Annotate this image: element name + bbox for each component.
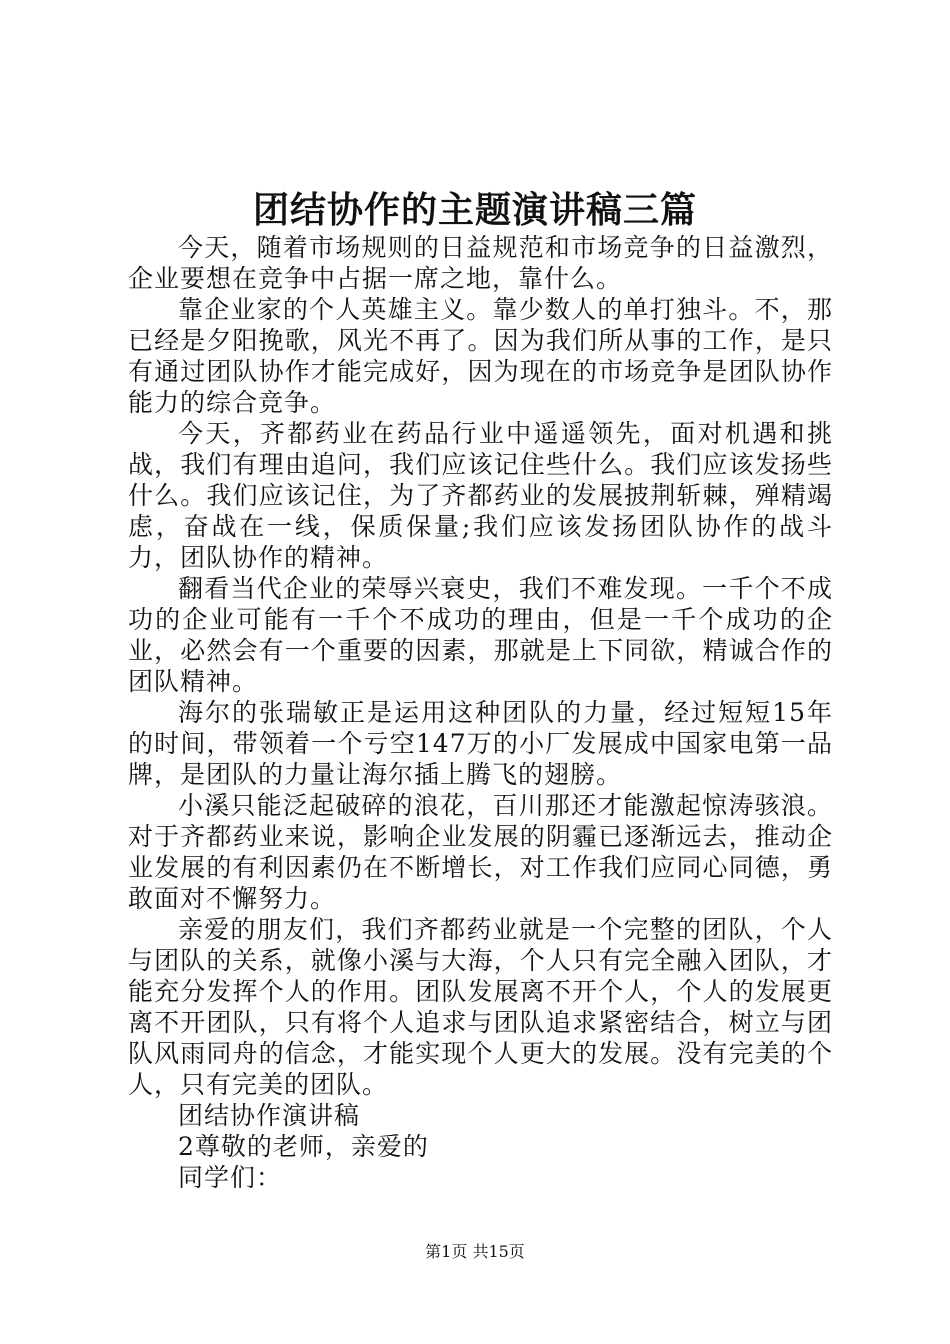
document-title: 团结协作的主题演讲稿三篇: [252, 189, 697, 231]
section-heading: 团结协作演讲稿: [178, 1101, 361, 1130]
paragraph: 靠企业家的个人英雄主义。靠少数人的单打独斗。不，那已经是夕阳挽歌，风光不再了。因为我们所从事的工作，是只有通过团队协作才能完成好，因为现在的市场竞争是团队协作能力的综合竞争。: [128, 295, 833, 417]
paragraph: 今天，齐都药业在药品行业中遥遥领先，面对机遇和挑战，我们有理由追问，我们应该记住些什么。我们应该发扬些什么。我们应该记住，为了齐都药业的发展披荆斩棘，殚精竭虑，奋战在一线，保质保量;我们应该发扬团队协作的战斗力，团队协作的精神。: [128, 419, 833, 572]
document-body: [128, 232, 833, 1193]
salutation-line: 2尊敬的老师，亲爱的: [178, 1132, 429, 1161]
paragraph: 今天，随着市场规则的日益规范和市场竞争的日益激烈，企业要想在竞争中占据一席之地，靠什么。: [128, 233, 833, 293]
salutation-line: 同学们：: [178, 1163, 283, 1192]
paragraph: 海尔的张瑞敏正是运用这种团队的力量，经过短短15年的时间，带领着一个亏空147万的小厂发展成中国家电第一品牌，是团队的力量让海尔插上腾飞的翅膀。: [128, 698, 833, 789]
paragraph: 亲爱的朋友们，我们齐都药业就是一个完整的团队，个人与团队的关系，就像小溪与大海，个人只有完全融入团队，才能充分发挥个人的作用。团队发展离不开个人，个人的发展更离不开团队，只有将个人追求与团队追求紧密结合，树立与团队风雨同舟的信念，才能实现个人更大的发展。没有完美的个人，只有完美的团队。: [128, 915, 833, 1099]
paragraph: 翻看当代企业的荣辱兴衰史，我们不难发现。一千个不成功的企业可能有一千个不成功的理由，但是一千个成功的企业，必然会有一个重要的因素，那就是上下同欲，精诚合作的团队精神。: [128, 574, 833, 696]
paragraph: 小溪只能泛起破碎的浪花，百川那还才能激起惊涛骇浪。对于齐都药业来说，影响企业发展的阴霾已逐渐远去，推动企业发展的有利因素仍在不断增长，对工作我们应同心同德，勇敢面对不懈努力。: [128, 791, 833, 913]
page-footer: 第1页 共15页: [425, 1242, 525, 1261]
